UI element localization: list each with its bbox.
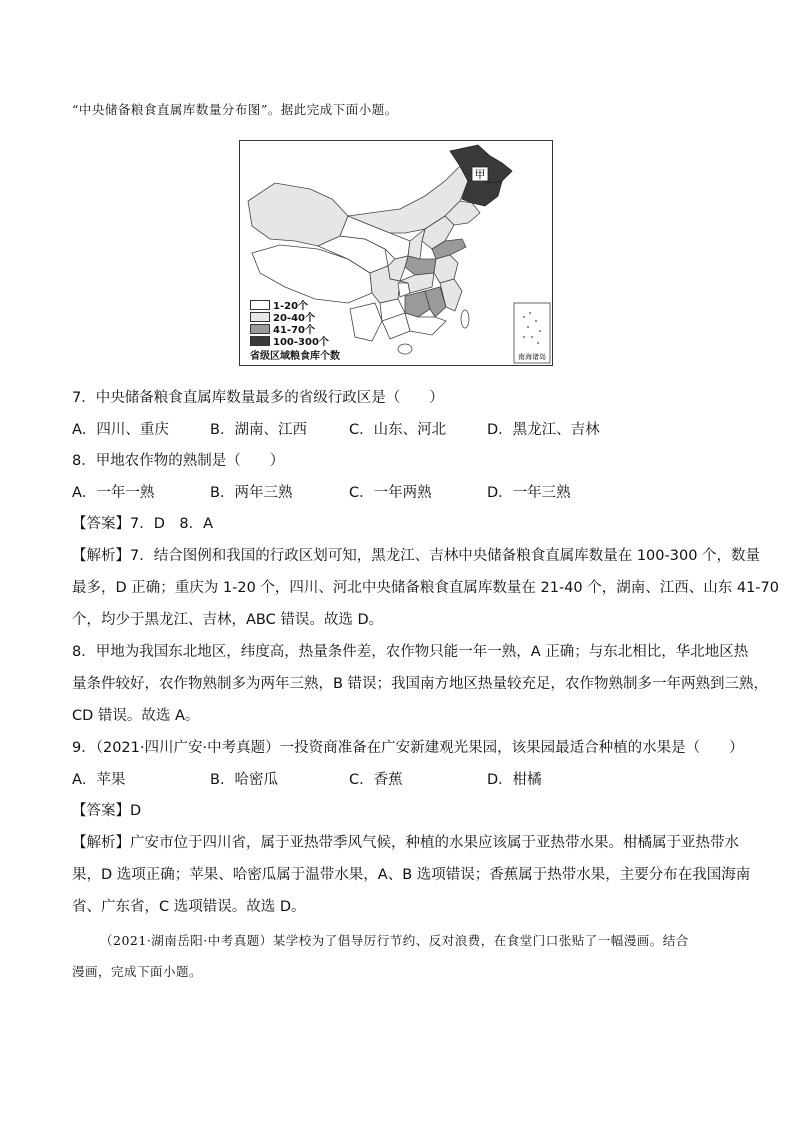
question-7: 7．中央储备粮食直属库数量最多的省级行政区是（ ） — [72, 390, 444, 406]
q7-option-c: C．山东、河北 — [349, 422, 447, 438]
legend-caption: 省级区域粮食库个数 — [250, 351, 340, 362]
region-shaanxi — [388, 256, 408, 281]
region-guangdong — [405, 313, 446, 335]
legend-swatch-2 — [250, 312, 270, 322]
analysis-1-line-4: 8．甲地为我国东北地区，纬度高，热量条件差，农作物只能一年一熟，A 正确；与东北相比，华北地区热 — [72, 644, 749, 660]
q7-option-d: D．黑龙江、吉林 — [487, 422, 600, 438]
final-intro-line-1: （2021·湖南岳阳·中考真题）某学校为了倡导厉行节约、反对浪费，在食堂门口张贴了一幅漫画。结合 — [100, 933, 689, 948]
legend-swatch-4 — [250, 336, 270, 346]
marker-jia: 甲 — [474, 168, 486, 181]
question-8: 8．甲地农作物的熟制是（ ） — [72, 453, 285, 469]
q8-option-d: D．一年三熟 — [487, 485, 571, 501]
analysis-1-line-2: 最多，D 正确；重庆为 1-20 个，四川、河北中央储备粮食直属库数量在 21-40 个，湖南、江西、山东 41-70 — [72, 580, 779, 596]
q8-option-b: B．两年三熟 — [210, 485, 293, 501]
region-xinjiang — [248, 183, 348, 246]
legend-swatch-3 — [250, 324, 270, 334]
region-shanxi — [408, 229, 425, 259]
q8-option-a: A．一年一熟 — [72, 485, 155, 501]
region-jiangsu-anhui — [434, 255, 458, 283]
china-grain-depot-map — [239, 140, 553, 366]
answer-9: 【答案】D — [72, 803, 142, 819]
region-taiwan — [461, 310, 469, 328]
q9-option-c: C．香蕉 — [349, 772, 403, 788]
analysis-1-line-5: 量条件较好，农作物熟制多为两年三熟，B 错误；我国南方地区热量较充足，农作物熟制多一年两熟到三熟， — [72, 676, 769, 692]
analysis-1-line-1: 【解析】7．结合图例和我国的行政区划可知，黑龙江、吉林中央储备粮食直属库数量在 100-300 个，数量 — [72, 548, 761, 564]
region-yunnan — [350, 303, 382, 341]
q7-option-a: A．四川、重庆 — [72, 422, 169, 438]
final-intro-line-2: 漫画，完成下面小题。 — [72, 964, 203, 979]
analysis-1-line-3: 个，均少于黑龙江、吉林，ABC 错误。故选 D。 — [72, 612, 384, 628]
q9-option-a: A．苹果 — [72, 772, 126, 788]
answer-7-8: 【答案】7．D 8．A — [72, 516, 214, 532]
q9-option-d: D．柑橘 — [487, 772, 542, 788]
analysis-2-line-2: 果，D 选项正确；苹果、哈密瓜属于温带水果，A、B 选项错误；香蕉属于热带水果，主要分布在我国海南 — [72, 867, 751, 883]
analysis-1-line-6: CD 错误。故选 A。 — [72, 708, 200, 724]
intro-text: “中央储备粮食直属库数量分布图”。据此完成下面小题。 — [72, 102, 398, 117]
region-hainan — [398, 344, 412, 354]
question-9: 9．（2021·四川广安·中考真题）一投资商准备在广安新建观光果园，该果园最适合种植的水果是（ ） — [72, 740, 744, 756]
legend-item-4: 100-300个 — [250, 333, 329, 348]
q7-option-b: B．湖南、江西 — [210, 422, 307, 438]
analysis-2-line-3: 省、广东省，C 选项错误。故选 D。 — [72, 899, 306, 915]
legend-item-1: 1-20个 — [250, 297, 308, 312]
inset-caption: 南海诸岛 — [518, 353, 546, 361]
region-henan — [405, 256, 436, 275]
legend-item-2: 20-40个 — [250, 309, 315, 324]
legend-item-3: 41-70个 — [250, 321, 315, 336]
q9-option-b: B．哈密瓜 — [210, 772, 278, 788]
legend-swatch-1 — [250, 300, 270, 310]
analysis-2-line-1: 【解析】广安市位于四川省，属于亚热带季风气候，种植的水果应该属于亚热带水果。柑橘属于亚热带水 — [72, 835, 739, 851]
q8-option-c: C．一年两熟 — [349, 485, 432, 501]
